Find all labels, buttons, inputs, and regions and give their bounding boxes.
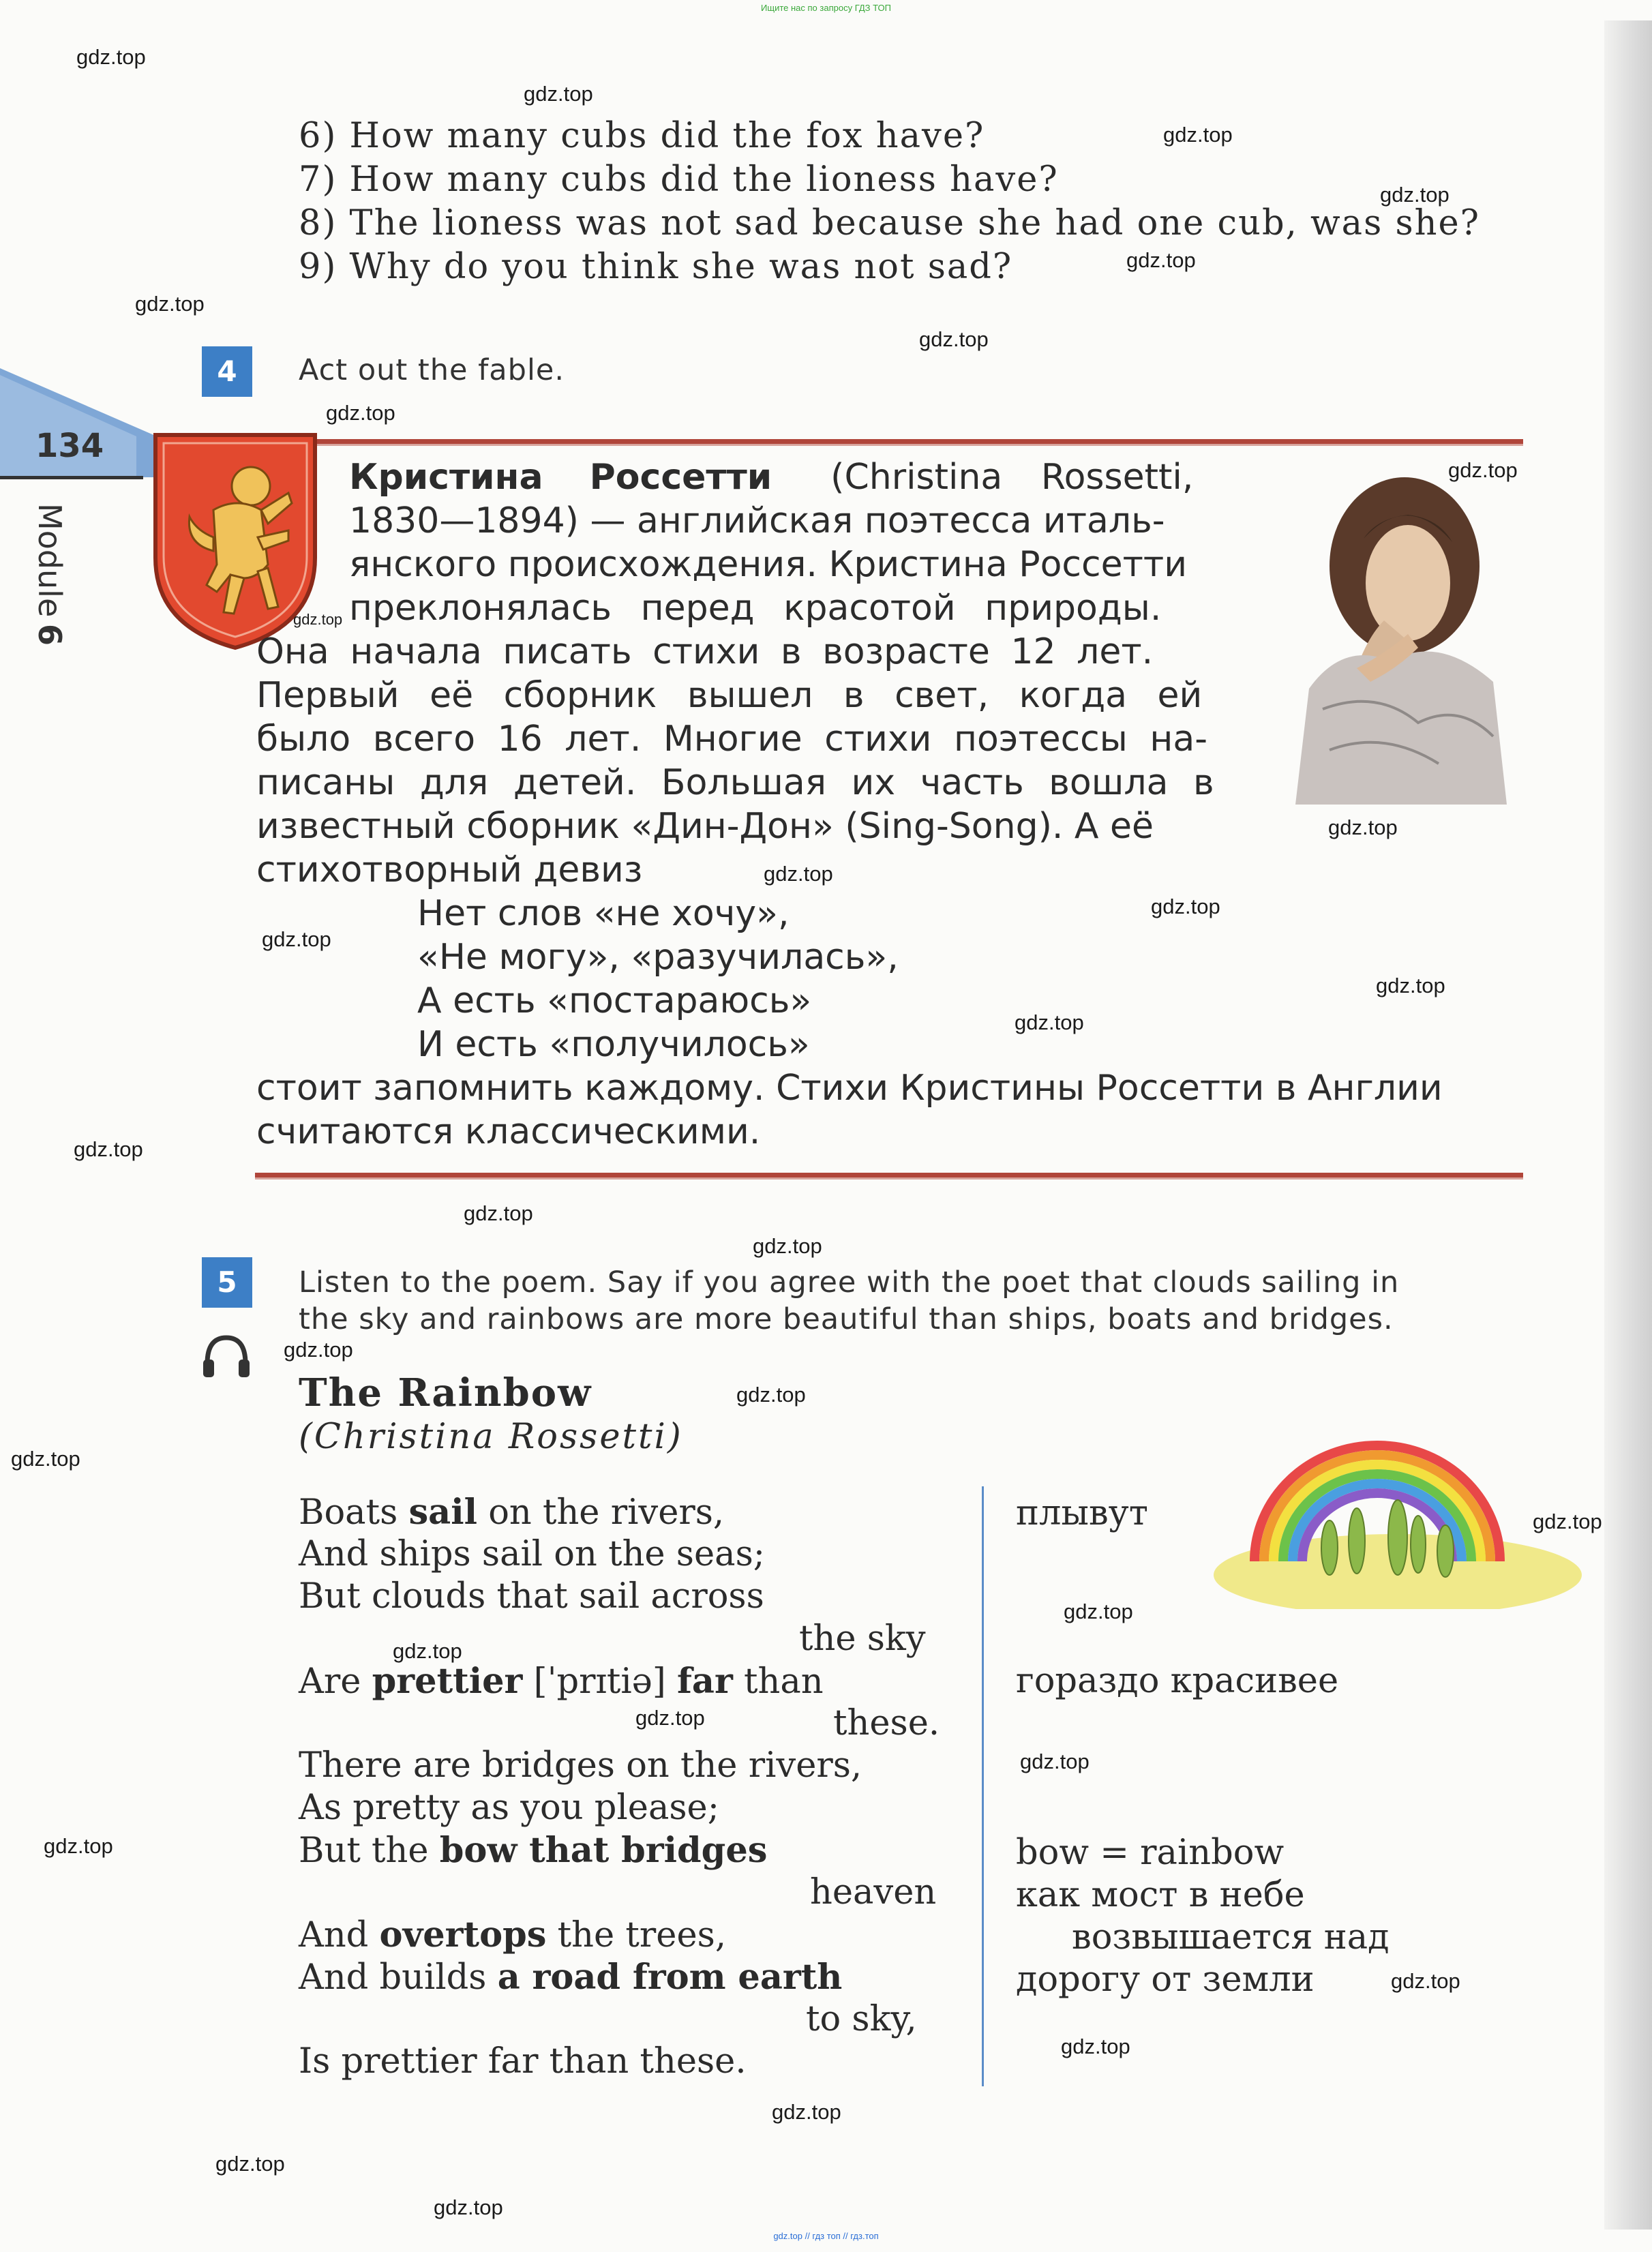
watermark: gdz.top: [1163, 123, 1233, 147]
watermark: gdz.top: [1020, 1750, 1090, 1773]
page-tab-underline: [0, 476, 143, 479]
module-number: 6: [31, 624, 68, 646]
watermark: gdz.top: [524, 82, 593, 106]
poem-line-1: Boats sail on the rivers,: [299, 1492, 725, 1533]
page-number: 134: [35, 427, 104, 465]
task-5-line-2: the sky and rainbows are more beautiful than ships, boats and bridges.: [299, 1302, 1394, 1336]
poem-line-2: And ships sail on the seas;: [299, 1534, 765, 1574]
question-6: 6) How many cubs did the fox have?: [299, 116, 985, 156]
bio-after-2: считаются классическими.: [256, 1111, 761, 1152]
gloss-bridges-heaven: как мост в небе: [1016, 1875, 1305, 1915]
bio-top-rule: [255, 439, 1523, 446]
poem-title: The Rainbow: [299, 1370, 592, 1415]
bio-line-7: было всего 16 лет. Многие стихи поэтессы на-: [256, 719, 1207, 760]
watermark: gdz.top: [1328, 815, 1398, 839]
header-note: Ищите нас по запросу ГДЗ ТОП: [761, 3, 891, 13]
poem-line-3: But clouds that sail across: [299, 1576, 764, 1617]
bio-line-2: 1830—1894) — английская поэтесса италь-: [349, 500, 1165, 541]
watermark: gdz.top: [44, 1834, 113, 1858]
bio-name-latin: (Christina Rossetti,: [830, 457, 1194, 498]
watermark: gdz.top: [393, 1639, 462, 1663]
poem-line-3-cont: the sky: [799, 1619, 926, 1659]
poem-author: (Christina Rossetti): [299, 1417, 683, 1457]
watermark: gdz.top: [464, 1201, 533, 1225]
poem-line-9: And builds a road from earth: [299, 1957, 843, 1998]
bio-line-3: янского происхождения. Кристина Россетти: [349, 544, 1187, 585]
watermark: gdz.top: [635, 1706, 705, 1730]
motto-line-1: Нет слов «не хочу»,: [417, 893, 790, 934]
rainbow-image: [1193, 1405, 1582, 1609]
question-9: 9) Why do you think she was not sad?: [299, 247, 1013, 287]
bio-line-4: преклонялась перед красотой природы.: [349, 588, 1162, 629]
watermark: gdz.top: [1391, 1969, 1460, 1993]
poem-line-8: And overtops the trees,: [299, 1915, 727, 1955]
task-5-number: 5: [202, 1257, 252, 1308]
bio-line-9: известный сборник «Дин-Дон» (Sing-Song). А её: [256, 806, 1154, 847]
bio-line-6: Первый её сборник вышел в свет, когда ей: [256, 675, 1203, 716]
bio-line-5: Она начала писать стихи в возрасте 12 лет.: [256, 631, 1154, 672]
watermark: gdz.top: [284, 1338, 353, 1362]
bio-bottom-rule: [255, 1173, 1523, 1180]
watermark: gdz.top: [772, 2100, 841, 2124]
watermark: gdz.top: [736, 1383, 806, 1407]
poem-line-9-cont: to sky,: [806, 1999, 917, 2039]
bio-line-10: стихотворный девиз: [256, 850, 643, 890]
watermark: gdz.top: [1448, 458, 1518, 482]
module-word: Module: [31, 503, 68, 618]
headphones-icon: [199, 1330, 254, 1380]
rossetti-portrait-image: [1282, 464, 1514, 805]
watermark: gdz.top: [262, 927, 331, 951]
watermark: gdz.top: [919, 327, 989, 351]
watermark: gdz.top: [215, 2152, 285, 2176]
gloss-overtops: возвышается над: [1072, 1917, 1390, 1957]
gloss-sail: плывут: [1016, 1493, 1148, 1533]
poem-line-4: Are prettier [ˈprɪtiə] far than: [299, 1661, 824, 1702]
watermark: gdz.top: [1533, 1510, 1602, 1533]
watermark: gdz.top: [1015, 1010, 1084, 1034]
poem-line-10: Is prettier far than these.: [299, 2041, 747, 2082]
watermark: gdz.top: [753, 1234, 822, 1258]
motto-line-4: И есть «получилось»: [417, 1024, 810, 1065]
bio-after-1: стоит запомнить каждому. Стихи Кристины Россетти в Англии: [256, 1068, 1443, 1109]
watermark: gdz.top: [135, 292, 205, 316]
gloss-bow: bow = rainbow: [1016, 1833, 1285, 1873]
gloss-prettier: гораздо красивее: [1016, 1661, 1339, 1701]
watermark: gdz.top: [76, 45, 146, 69]
bio-line-8: писаны для детей. Большая их часть вошла в: [256, 762, 1214, 803]
task-4-text: Act out the fable.: [299, 353, 565, 387]
bio-name: Кристина Россетти: [349, 457, 772, 498]
watermark: gdz.top: [74, 1137, 143, 1161]
poem-line-4-cont: these.: [833, 1703, 940, 1743]
watermark: gdz.top: [1061, 2035, 1130, 2058]
glossary-divider: [982, 1486, 984, 2086]
module-label: [30, 503, 68, 646]
bio-line-1: [349, 457, 1193, 498]
poem-line-7: But the bow that bridges: [299, 1830, 768, 1871]
question-8: 8) The lioness was not sad because she had one cub, was she?: [299, 203, 1480, 243]
watermark: gdz.top: [1376, 974, 1445, 997]
gloss-road: дорогу от земли: [1016, 1960, 1315, 2000]
motto-line-2: «Не могу», «разучилась»,: [417, 937, 899, 978]
watermark: gdz.top: [293, 611, 343, 628]
question-7: 7) How many cubs did the lioness have?: [299, 160, 1059, 200]
watermark: gdz.top: [1151, 895, 1220, 918]
watermark: gdz.top: [1380, 183, 1450, 207]
motto-line-3: А есть «постараюсь»: [417, 980, 812, 1021]
poem-line-7-cont: heaven: [810, 1872, 937, 1912]
watermark: gdz.top: [434, 2195, 503, 2219]
footer-note: gdz.top // гдз топ // гдз.топ: [773, 2231, 879, 2241]
watermark: gdz.top: [326, 401, 395, 425]
task-5-line-1: Listen to the poem. Say if you agree with the poet that clouds sailing in: [299, 1265, 1400, 1300]
watermark: gdz.top: [1126, 248, 1196, 272]
poem-line-5: There are bridges on the rivers,: [299, 1745, 862, 1786]
watermark: gdz.top: [1064, 1600, 1133, 1623]
watermark: gdz.top: [764, 862, 833, 886]
poem-line-6: As pretty as you please;: [299, 1788, 719, 1828]
watermark: gdz.top: [11, 1447, 80, 1471]
page-edge-shadow: [1604, 20, 1652, 2230]
task-4-number: 4: [202, 346, 252, 397]
